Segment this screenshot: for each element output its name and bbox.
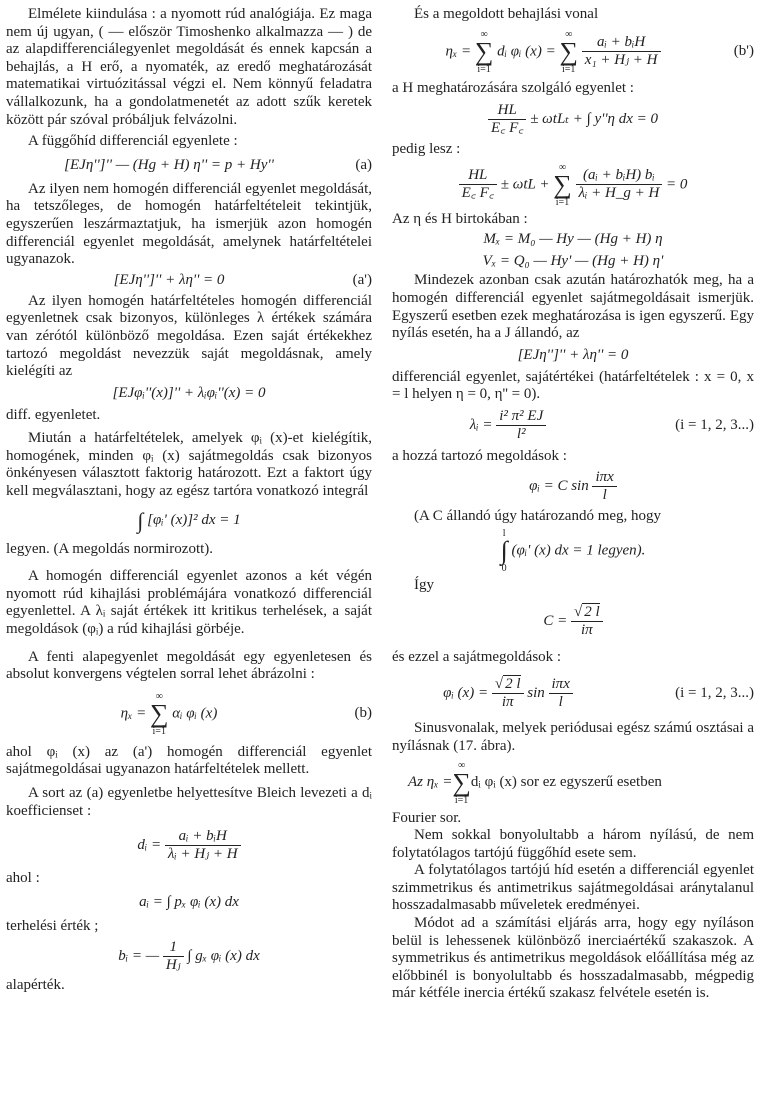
paragraph: alapérték. [6, 977, 65, 994]
equation-shear: Vₓ = Q₀ — Hy' — (Hg + H) η' [482, 252, 664, 269]
paragraph: Miután a határfeltételek, amelyek φᵢ (x)-et kielégítik, homogének, minden φᵢ (x) sajátmegoldás csak bizonyos önkényesen választott faktorig határozott. Ezt a faktort úgy kell megválasztani, hogy az egész tartóra vonatkozó integrál [6, 430, 372, 500]
paragraph: A fenti alapegyenlet megoldását egy egyenletesen és absolut konvergens végtelen sorral lehet ábrázolni : [6, 648, 372, 683]
equation-b: ηₓ = ∞ ∑ i=1 αᵢ φᵢ (x) (b) [120, 690, 372, 737]
equation-integral: ∫ [φᵢ' (x)]² dx = 1 [137, 507, 241, 533]
left-column [6, 6, 372, 995]
paragraph: Fourier sor. [392, 809, 462, 826]
paragraph: terhelési érték ; [6, 917, 99, 934]
equation-normalization: l ∫ 0 (φᵢ' (x) dx = 1 legyen). [500, 528, 646, 575]
paragraph: diff. egyenletet. [6, 406, 101, 423]
sum-symbol: ∞ ∑ i=1 [149, 690, 169, 737]
equation-b-prime: ηₓ = ∞ ∑ i=1 dᵢ φᵢ (x) = ∞ ∑ i=1 $\frac{\text{aᵢ + bᵢH}}{\text{x₁ + Hⱼ + H}}$ (b') [445, 28, 754, 75]
paragraph: a hozzá tartozó megoldások : [392, 447, 567, 464]
paragraph: Sinusvonalak, melyek periódusai egész számú osztásai a nyílásnak (17. ábra). [392, 720, 754, 754]
equation-h2: $\frac{HL}{E꜀ F꜀}$ ± ωtL + ∞ ∑ i=1 $\frac{\text{(aᵢ + bᵢH) bᵢ}}{\text{λᵢ + H\_g + H}}$ = 0 [392, 159, 754, 211]
paragraph: A homogén differenciál egyenlet azonos a két végén nyomott rúd kihajlási problémájára vonatkozó differenciál egyenlettel. A λᵢ saját értékek itt kritikus terhelések, a saját megoldások (φᵢ) a rúd kihajlási görbéje. [6, 568, 372, 638]
equation-moment: Mₓ = M₀ — Hy — (Hg + H) η [483, 230, 663, 247]
paragraph: Az ilyen nem homogén differenciál egyenlet megoldását, ha tetszőleges, de homogén határfeltételeit tekintjük, egyszerűen leszármaztatjuk, ha ismerjük azon homogén differenciál egyenlet megoldását, amelynek határfeltételei ugyanazok. [6, 180, 372, 268]
equation-c: C = $\frac{√ 2 l}{i\pi}$ [392, 595, 754, 649]
paragraph: A folytatólagos tartójú híd esetén a differenciál egyenlet szimmetrikus és antimetrikus sajátmegoldásai aránytalanul hosszadalmasabb műveletek eredményei. [392, 862, 754, 914]
paragraph: Nem sokkal bonyolultabb a három nyílású, de nem folytatólagos tartójú függőhíd esete sem. [392, 827, 754, 861]
paragraph: Elmélete kiindulása : a nyomott rúd analógiája. Ez maga nem új ugyan, ( — először Timoshenko alkalmazza — ) de az alapdifferenciálegyenlet megoldását és ennek kapcsán a behajlás, a H erő, a nyomaték, az eredő meghatározását matematikai virtuózitással végzi el. Nem könnyű feladatra vállalkozunk, ha a gondolatmenetét az adott szűk keretek között pár szóval próbáljuk felvázolni. [6, 6, 372, 128]
equation-phi: [EJφᵢ''(x)]'' + λᵢφᵢ''(x) = 0 [112, 384, 266, 401]
paragraph: Az ilyen homogén határfeltételes homogén differenciál egyenletnek csak bizonyos, különleges λ értékek számára van zérótól különböző megoldása. Ezen saját értékekhez tartozó megoldást nevezzük saját megoldásnak, amely kielégíti az [6, 292, 372, 380]
paragraph: Így [414, 577, 434, 594]
right-column [392, 6, 754, 1003]
paragraph: ahol : [6, 870, 40, 887]
equation-homogeneous: [EJη'']'' + λη'' = 0 [517, 346, 629, 363]
paragraph: A sort az (a) egyenletbe helyettesítve Bleich levezeti a dᵢ koefficienset : [6, 785, 372, 819]
equation-bi: bᵢ = — $\frac{1}{\text{Hⱼ}}$ ∫ gₓ φᵢ (x) dx [118, 938, 260, 973]
equation-a-prime: [EJη'']'' + λη'' = 0 (a') [113, 271, 372, 288]
paragraph: differenciál egyenlet, sajátértékei (határfeltételek : x = 0, x = l helyen η = 0, η'' = 0). [392, 368, 754, 403]
paragraph: A függőhíd differenciál egyenlete : [28, 133, 238, 150]
equation-phi-solution: φᵢ (x) = $\frac{√ 2 l}{i\pi}$ sin $\frac{\text{iπx}}{l}$ (i = 1, 2, 3...) [443, 675, 754, 710]
equation-ai: aᵢ = ∫ pₓ φᵢ (x) dx [139, 893, 239, 910]
fraction: $\frac{\text{aᵢ + bᵢH}}{\text{λᵢ + Hⱼ + H}}$ [165, 828, 241, 863]
equation-fourier: Az ηₓ = ∞ ∑ i=1 dᵢ φᵢ (x) sor ez egyszerű esetben [408, 759, 662, 806]
paragraph: pedig lesz : [392, 141, 461, 158]
paragraph: legyen. (A megoldás normirozott). [6, 540, 214, 557]
fraction: $\frac{1}{\text{Hⱼ}}$ [163, 939, 184, 974]
paragraph: és ezzel a sajátmegoldások : [392, 648, 562, 665]
paragraph: a H meghatározására szolgáló egyenlet : [392, 79, 634, 96]
equation-lambda: λᵢ = $\frac{\text{i² π² EJ}}{\text{l²}}$ (i = 1, 2, 3...) [469, 408, 754, 443]
paragraph: Mindezek azonban csak azután határozhatók meg, ha a homogén differenciál egyenlet sajátmegoldásait ismerjük. Egyszerű esetben ezek meghatározása is igen egyszerű. Egy nyílás esetén, ha a J állandó, az [392, 272, 754, 342]
equation-a: [EJη'']'' — (Hg + H) η'' = p + Hy'' (a) [64, 156, 372, 173]
equation-d: dᵢ = $\frac{\text{aᵢ + bᵢH}}{\text{λᵢ + Hⱼ + H}}$ [6, 820, 372, 870]
paragraph: (A C állandó úgy határozandó meg, hogy [414, 507, 662, 524]
equation-h: $\frac{HL}{E꜀ F꜀}$ ± ωtLₜ + ∫ y''η dx = 0 [392, 97, 754, 141]
equation-sin: φᵢ = C sin $\frac{\text{iπx}}{l}$ [392, 466, 754, 508]
paragraph: Az η és H birtokában : [392, 210, 528, 227]
paragraph: ahol φᵢ (x) az (a') homogén differenciál egyenlet sajátmegoldásai ugyanazon határfeltételek mellett. [6, 743, 372, 778]
paragraph: Módot ad a számítási eljárás arra, hogy egy nyíláson belül is lehessenek különböző inerciaértékű szakaszok. A symmetrikus és antimetrikus megoldások előállítása még az előbbinél is bonyolultabb és hosszadalmasabb, mégpedig már kétféle inercia értékű szakasz felvétele esetén is. [392, 915, 754, 1002]
paragraph: És a megoldott behajlási vonal [414, 6, 599, 22]
